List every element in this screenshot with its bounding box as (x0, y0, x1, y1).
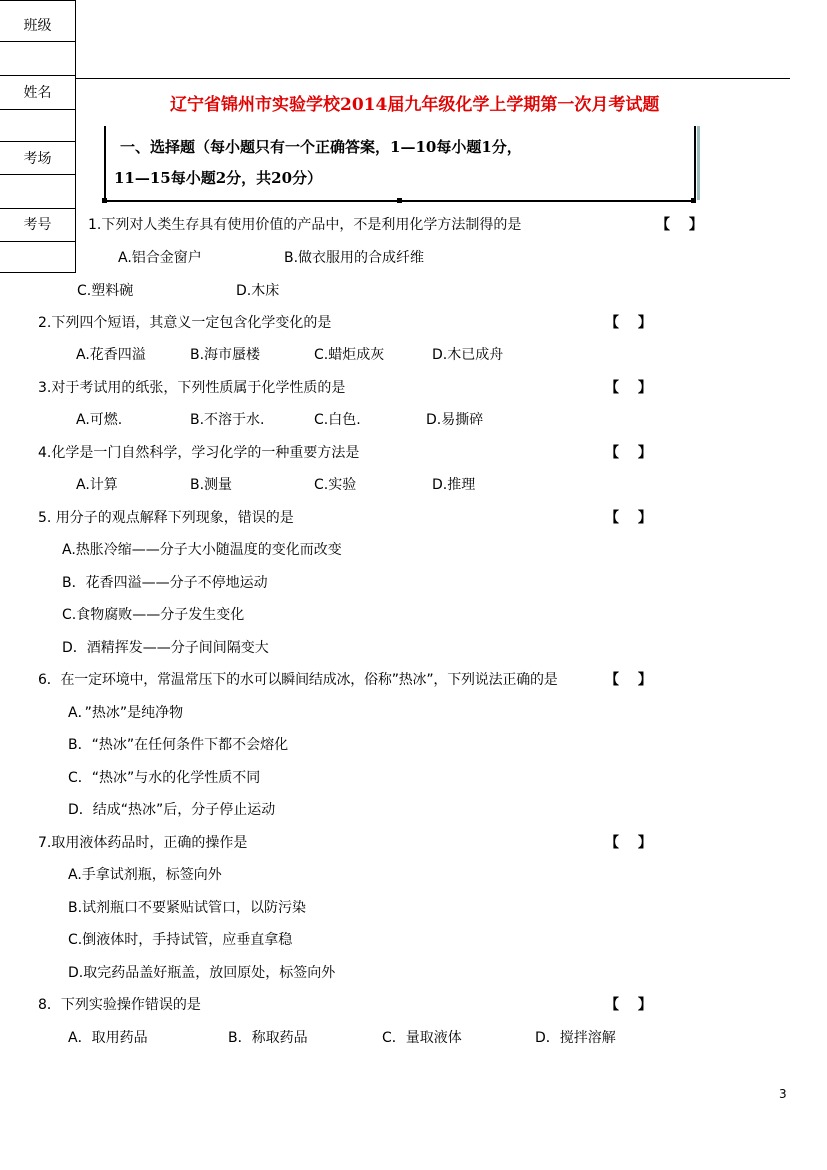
q2-option-c: C.蜡炬成灰 (314, 347, 385, 363)
question-6-stem: 6．在一定环境中，常温常压下的水可以瞬间结成冰，俗称”热冰”，下列说法正确的是 (38, 672, 558, 688)
q6-option-c: C．“热冰”与水的化学性质不同 (68, 770, 261, 786)
question-5-stem: 5. 用分子的观点解释下列现象，错误的是 (38, 510, 294, 526)
q8-option-a: A．取用药品 (68, 1030, 148, 1046)
side-divider (0, 109, 75, 110)
question-4-stem: 4.化学是一门自然科学，学习化学的一种重要方法是 (38, 445, 360, 461)
q8-option-c: C．量取液体 (382, 1030, 462, 1046)
q5-option-c: C.食物腐败——分子发生变化 (62, 607, 245, 623)
section-line-2: 11—15每小题2分，共20分） (114, 169, 323, 187)
answer-bracket-1[interactable]: 【 】 (656, 217, 703, 233)
q6-option-d: D．结成“热冰”后，分子停止运动 (68, 802, 276, 818)
resize-handle (397, 198, 402, 203)
q2-option-d: D.木已成舟 (432, 347, 504, 363)
q7-option-d: D.取完药品盖好瓶盖，放回原处，标签向外 (68, 965, 336, 981)
q3-option-b: B.不溶于水. (190, 412, 265, 428)
q1-option-b: B.做衣服用的合成纤维 (284, 250, 425, 266)
q8-option-d: D．搅拌溶解 (535, 1030, 616, 1046)
answer-bracket-3[interactable]: 【 】 (605, 380, 652, 396)
q1-option-d: D.木床 (236, 283, 280, 299)
header-rule (76, 78, 790, 79)
q4-option-d: D.推理 (432, 477, 476, 493)
exam-room-label: 考场 (23, 151, 52, 167)
q3-option-c: C.白色. (314, 412, 361, 428)
question-7-stem: 7.取用液体药品时，正确的操作是 (38, 835, 248, 851)
section-heading (114, 132, 678, 194)
q7-option-c: C.倒液体时，手持试管，应垂直拿稳 (68, 932, 293, 948)
side-divider (0, 141, 75, 142)
side-divider (0, 208, 75, 209)
q2-option-a: A.花香四溢 (76, 347, 146, 363)
q7-option-b: B.试剂瓶口不要紧贴试管口，以防污染 (68, 900, 307, 916)
side-divider (0, 75, 75, 76)
q6-option-a: A．”热冰”是纯净物 (68, 705, 184, 721)
question-2-stem: 2.下列四个短语，其意义一定包含化学变化的是 (38, 315, 332, 331)
q4-option-c: C.实验 (314, 477, 357, 493)
answer-bracket-6[interactable]: 【 】 (605, 672, 652, 688)
side-divider (0, 174, 75, 175)
q6-option-b: B．“热冰”在任何条件下都不会熔化 (68, 737, 289, 753)
answer-bracket-7[interactable]: 【 】 (605, 835, 652, 851)
answer-bracket-2[interactable]: 【 】 (605, 315, 652, 331)
question-1-stem: 1.下列对人类生存具有使用价值的产品中，不是利用化学方法制得的是 (88, 217, 522, 233)
q7-option-a: A.手拿试剂瓶，标签向外 (68, 867, 222, 883)
page-title: 辽宁省锦州市实验学校2014届九年级化学上学期第一次月考试题 (170, 95, 660, 115)
q1-option-c: C.塑料碗 (77, 283, 134, 299)
student-info-box (0, 0, 76, 273)
box-shadow (697, 126, 700, 200)
q5-option-d: D．酒精挥发——分子间间隔变大 (62, 640, 269, 656)
q4-option-b: B.测量 (190, 477, 233, 493)
section-line-1: 一、选择题（每小题只有一个正确答案，1—10每小题1分， (120, 138, 522, 156)
q2-option-b: B.海市蜃楼 (190, 347, 261, 363)
q5-option-a: A.热胀冷缩——分子大小随温度的变化而改变 (62, 542, 342, 558)
q3-option-d: D.易撕碎 (426, 412, 484, 428)
resize-handle (102, 198, 107, 203)
name-label: 姓名 (23, 85, 52, 101)
resize-handle (691, 198, 696, 203)
q1-option-a: A.铝合金窗户 (118, 250, 202, 266)
exam-number-label: 考号 (23, 217, 52, 233)
q8-option-b: B．称取药品 (228, 1030, 308, 1046)
question-3-stem: 3.对于考试用的纸张，下列性质属于化学性质的是 (38, 380, 346, 396)
page-number: 3 (779, 1087, 787, 1101)
side-divider (0, 41, 75, 42)
q4-option-a: A.计算 (76, 477, 118, 493)
q5-option-b: B．花香四溢——分子不停地运动 (62, 575, 268, 591)
side-divider (0, 241, 75, 242)
class-label: 班级 (23, 18, 52, 34)
answer-bracket-4[interactable]: 【 】 (605, 445, 652, 461)
answer-bracket-8[interactable]: 【 】 (605, 997, 652, 1013)
answer-bracket-5[interactable]: 【 】 (605, 510, 652, 526)
question-8-stem: 8．下列实验操作错误的是 (38, 997, 201, 1013)
q3-option-a: A.可燃. (76, 412, 123, 428)
